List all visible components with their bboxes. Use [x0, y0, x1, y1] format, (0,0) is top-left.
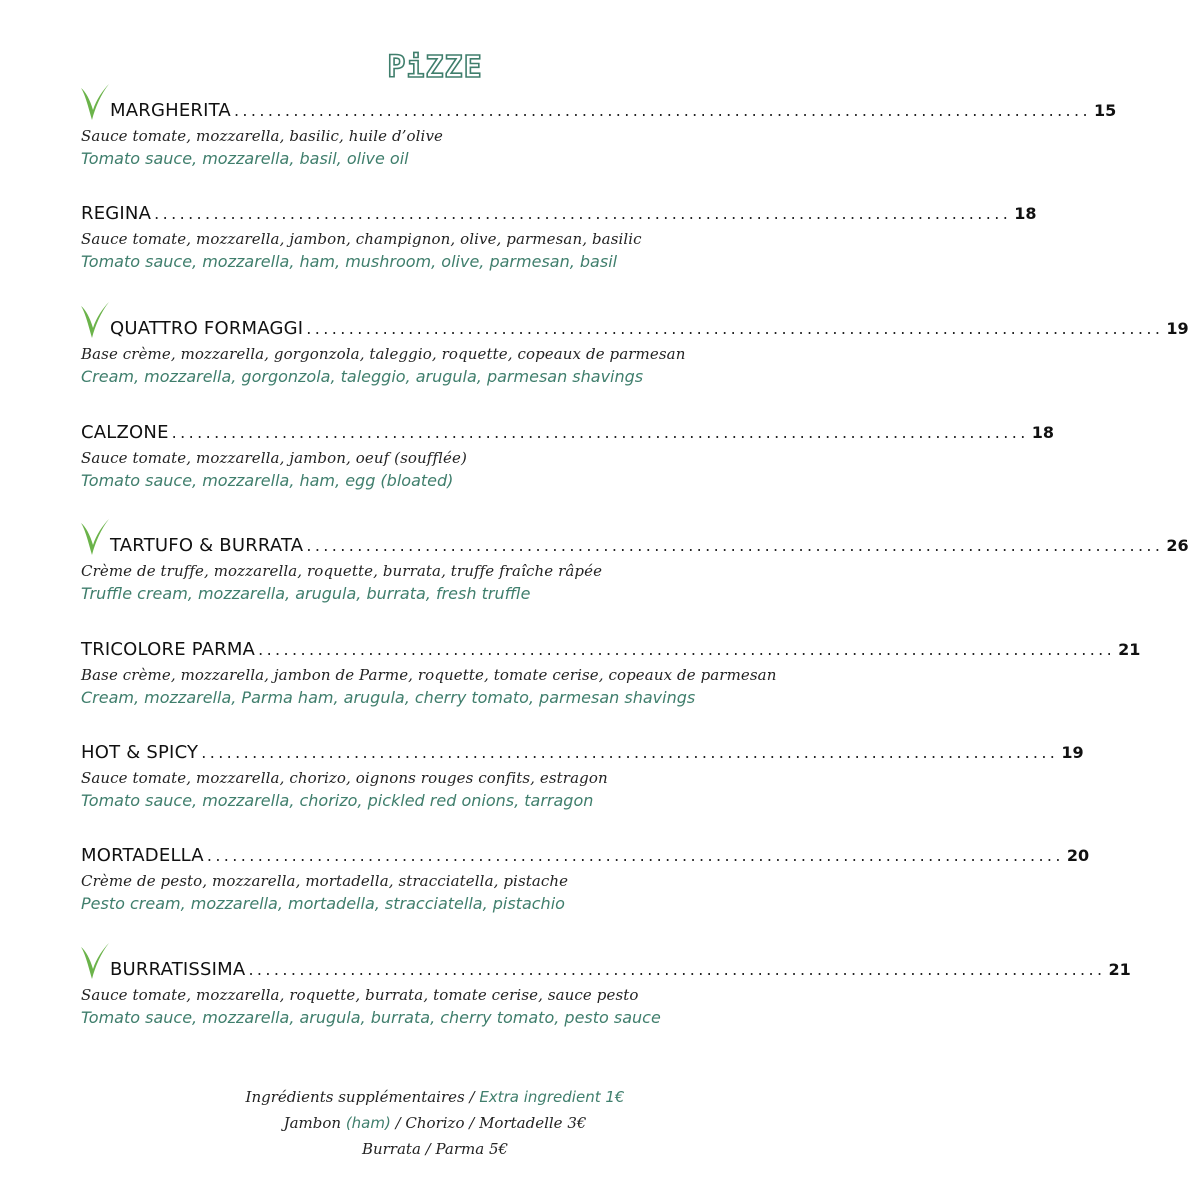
item-description-fr: Base crème, mozzarella, gorgonzola, taleggio, roquette, copeaux de parmesan — [81, 345, 686, 363]
item-name: TARTUFO & BURRATA — [110, 535, 304, 556]
leaf-icon — [79, 82, 111, 122]
extras-footer — [0, 1084, 870, 1162]
item-price: 20 — [1066, 846, 1090, 865]
item-description-fr: Sauce tomate, mozzarella, jambon, champignon, olive, parmesan, basilic — [81, 230, 642, 248]
leader-dots: ..................................................................................................... — [171, 423, 1029, 442]
item-price: 18 — [1014, 204, 1037, 223]
leader-dots: ..................................................................................................... — [248, 960, 1106, 979]
leaf-icon — [79, 300, 111, 340]
item-description-en: Truffle cream, mozzarella, arugula, burrata, fresh truffle — [81, 584, 531, 603]
item-name: CALZONE — [81, 422, 169, 443]
extras-ham-en: (ham) — [345, 1114, 391, 1132]
item-description-fr: Sauce tomate, mozzarella, jambon, oeuf (soufflée) — [81, 449, 467, 467]
item-price: 15 — [1094, 101, 1117, 120]
item-name: BURRATISSIMA — [110, 959, 246, 980]
item-price: 21 — [1118, 640, 1141, 659]
menu-item-burratissima — [81, 959, 1131, 1027]
menu-item-regina — [81, 203, 1037, 271]
item-description-fr: Sauce tomate, mozzarella, roquette, burrata, tomate cerise, sauce pesto — [81, 986, 639, 1004]
leader-dots: ..................................................................................................... — [201, 743, 1059, 762]
menu-item-margherita — [81, 100, 1117, 168]
extras-line-3: Burrata / Parma 5€ — [361, 1140, 509, 1158]
item-description-en: Pesto cream, mozzarella, mortadella, stracciatella, pistachio — [81, 894, 565, 913]
leaf-icon — [79, 941, 111, 981]
extras-meats-price: / Chorizo / Mortadelle 3€ — [390, 1114, 587, 1132]
item-description-en: Cream, mozzarella, Parma ham, arugula, cherry tomato, parmesan shavings — [81, 688, 696, 707]
leader-dots: ..................................................................................................... — [306, 319, 1164, 338]
item-name: QUATTRO FORMAGGI — [110, 318, 304, 339]
menu-item-hot-spicy — [81, 742, 1084, 810]
item-description-en: Cream, mozzarella, gorgonzola, taleggio, arugula, parmesan shavings — [81, 367, 644, 386]
item-name: MORTADELLA — [81, 845, 204, 866]
item-name: MARGHERITA — [110, 100, 231, 121]
item-price: 18 — [1031, 423, 1055, 442]
item-name: REGINA — [81, 203, 152, 224]
leader-dots: ..................................................................................................... — [206, 846, 1064, 865]
leader-dots: ..................................................................................................... — [258, 640, 1116, 659]
item-description-en: Tomato sauce, mozzarella, chorizo, pickled red onions, tarragon — [81, 791, 594, 810]
extras-line-2 — [0, 1110, 870, 1136]
item-description-fr: Base crème, mozzarella, jambon de Parme, roquette, tomate cerise, copeaux de parmesan — [81, 666, 777, 684]
extras-ham-fr: Jambon — [283, 1114, 346, 1132]
item-description-en: Tomato sauce, mozzarella, ham, mushroom, olive, parmesan, basil — [81, 252, 618, 271]
item-name: HOT & SPICY — [81, 742, 199, 763]
item-description-en: Tomato sauce, mozzarella, arugula, burrata, cherry tomato, pesto sauce — [81, 1008, 661, 1027]
leader-dots: ..................................................................................................... — [233, 101, 1092, 120]
extras-label-fr: Ingrédients supplémentaires / — [245, 1088, 480, 1106]
item-description-fr: Sauce tomate, mozzarella, chorizo, oignons rouges confits, estragon — [81, 769, 608, 787]
menu-item-mortadella — [81, 845, 1090, 913]
item-description-fr: Crème de truffe, mozzarella, roquette, burrata, truffe fraîche râpée — [81, 562, 603, 580]
menu-item-tricolore-parma — [81, 639, 1141, 707]
menu-item-tartufo-burrata — [81, 535, 1189, 603]
leader-dots: ..................................................................................................... — [306, 536, 1164, 555]
item-price: 19 — [1166, 319, 1189, 338]
item-description-fr: Crème de pesto, mozzarella, mortadella, stracciatella, pistache — [81, 872, 569, 890]
menu-item-quattro-formaggi — [81, 318, 1189, 386]
extras-line-1 — [0, 1084, 870, 1110]
item-name: TRICOLORE PARMA — [81, 639, 256, 660]
extras-label-en: Extra ingredient 1€ — [479, 1088, 625, 1106]
item-description-en: Tomato sauce, mozzarella, ham, egg (bloated) — [81, 471, 454, 490]
page-title: PiZZE — [387, 50, 483, 85]
leaf-icon — [79, 517, 111, 557]
item-price: 26 — [1166, 536, 1189, 555]
item-description-fr: Sauce tomate, mozzarella, basilic, huile d’olive — [81, 127, 443, 145]
menu-item-calzone — [81, 422, 1055, 490]
item-price: 21 — [1108, 960, 1131, 979]
leader-dots: ..................................................................................................... — [154, 204, 1012, 223]
item-price: 19 — [1061, 743, 1084, 762]
item-description-en: Tomato sauce, mozzarella, basil, olive oil — [81, 149, 409, 168]
